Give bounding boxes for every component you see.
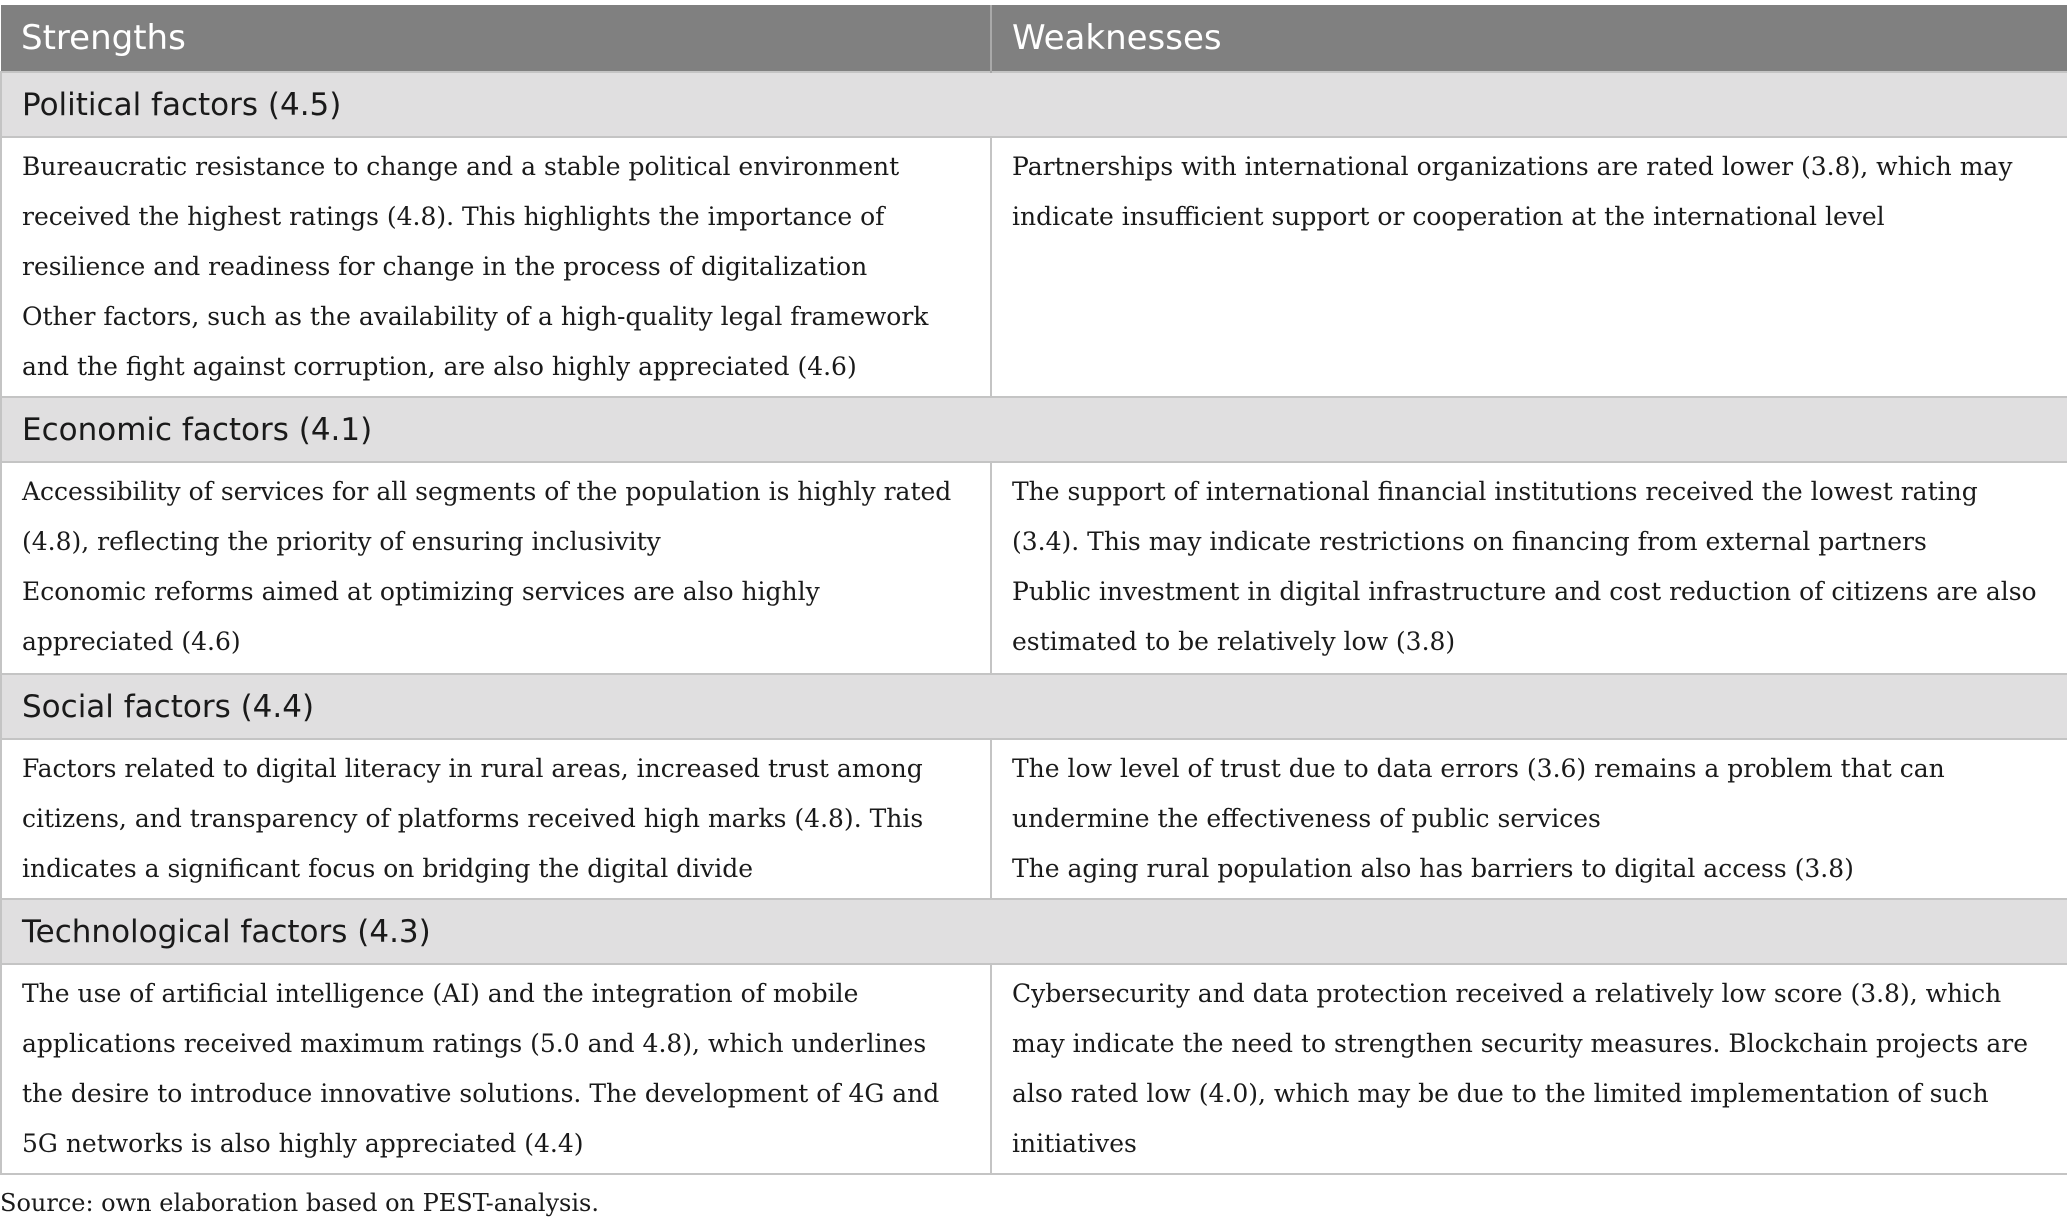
content-row-technological — [1, 964, 2067, 1174]
header-weaknesses: Weaknesses — [991, 5, 2067, 72]
strength-text: The use of artificial intelligence (AI) and the integration of mobile applications received maximum ratings (5.0 and 4.8), which underlines the desire to introduce innovative solutions. The development of 4G and 5G networks is also highly appreciated (4.4) — [22, 979, 940, 1158]
pest-table — [0, 5, 2067, 1175]
section-row-economic — [1, 397, 2067, 462]
weakness-text: Partnerships with international organizations are rated lower (3.8), which may indicate insufficient support or cooperation at the international level — [1012, 152, 2013, 231]
strength-text: Factors related to digital literacy in rural areas, increased trust among citizens, and transparency of platforms received high marks (4.8). This indicates a significant focus on bridging the digital divide — [22, 754, 924, 883]
strengths-cell-economic — [1, 462, 991, 674]
weakness-text: The support of international financial institutions received the lowest rating (3.4). This may indicate restrictions on financing from external partners — [1012, 477, 1978, 556]
weakness-text: The low level of trust due to data errors (3.6) remains a problem that can undermine the effectiveness of public services — [1012, 754, 1945, 833]
section-title-social: Social factors (4.4) — [1, 674, 2067, 739]
weakness-text: Cybersecurity and data protection received a relatively low score (3.8), which may indicate the need to strengthen security measures. Blockchain projects are also rated low (4.0), which may be due to the limited implementation of such initiatives — [1012, 979, 2029, 1158]
section-title-political: Political factors (4.5) — [1, 72, 2067, 137]
strengths-cell-social — [1, 739, 991, 899]
strength-text: Economic reforms aimed at optimizing services are also highly appreciated (4.6) — [22, 577, 820, 656]
header-strengths: Strengths — [1, 5, 991, 72]
section-title-economic: Economic factors (4.1) — [1, 397, 2067, 462]
section-row-social — [1, 674, 2067, 739]
strength-text: Other factors, such as the availability of a high-quality legal framework and the fight against corruption, are also highly appreciated (4.6) — [22, 302, 929, 381]
content-row-social — [1, 739, 2067, 899]
weaknesses-cell-social — [991, 739, 2067, 899]
weaknesses-cell-economic — [991, 462, 2067, 674]
weaknesses-cell-technological — [991, 964, 2067, 1174]
source-note: Source: own elaboration based on PEST-analysis. — [0, 1189, 599, 1217]
weakness-text: Public investment in digital infrastructure and cost reduction of citizens are also estimated to be relatively low (3.8) — [1012, 577, 2037, 656]
section-row-political — [1, 72, 2067, 137]
header-row — [1, 5, 2067, 72]
content-row-economic — [1, 462, 2067, 674]
weaknesses-cell-political — [991, 137, 2067, 397]
content-row-political — [1, 137, 2067, 397]
strength-text: Accessibility of services for all segments of the population is highly rated (4.8), reflecting the priority of ensuring inclusivity — [22, 477, 952, 556]
weakness-text: The aging rural population also has barriers to digital access (3.8) — [1012, 854, 1854, 883]
section-title-technological: Technological factors (4.3) — [1, 899, 2067, 964]
pest-table-container — [0, 5, 2067, 1217]
section-row-technological — [1, 899, 2067, 964]
strengths-cell-technological — [1, 964, 991, 1174]
strengths-cell-political — [1, 137, 991, 397]
strength-text: Bureaucratic resistance to change and a stable political environment received the highest ratings (4.8). This highlights the importance of resilience and readiness for change in the process of digitalization — [22, 152, 900, 281]
